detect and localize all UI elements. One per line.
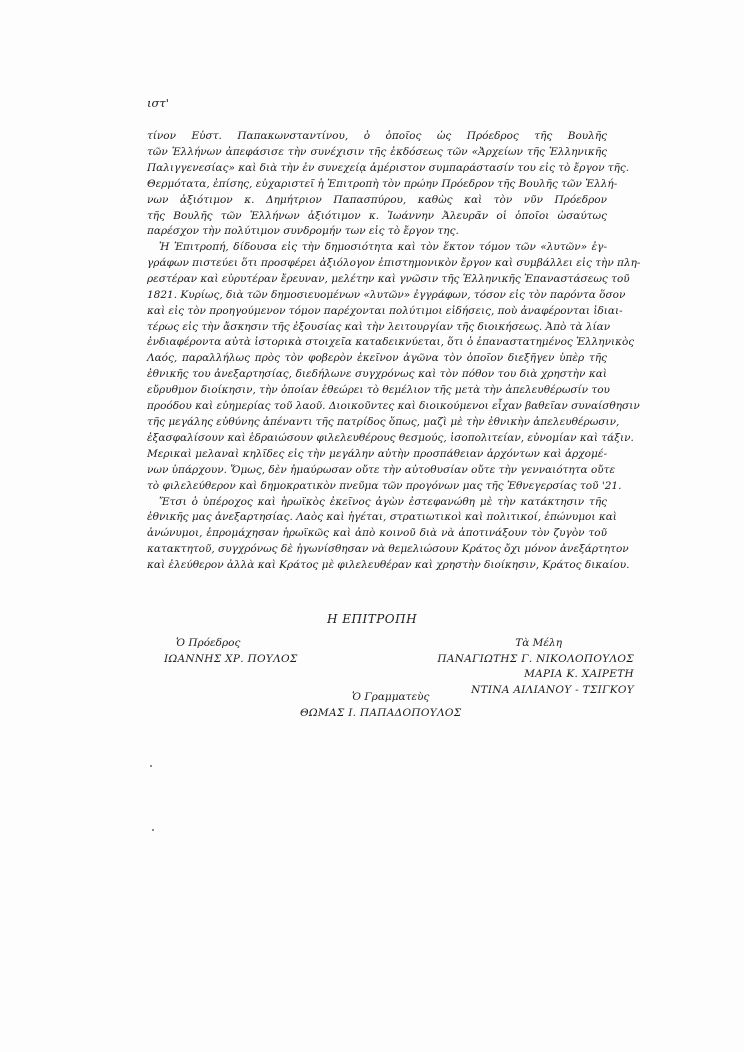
text-line: τῆς μεγάλης εὐθύνης ἀπέναντι τῆς πατρίδος ὅπως, μαζὶ μὲ τὴν ἐθνικὴν ἀπελευθέρωσιν, bbox=[147, 415, 620, 428]
scan-speck bbox=[150, 765, 152, 767]
text-line: Ἡ Ἐπιτροπή, δίδουσα εἰς τὴν δημοσιότητα καὶ τὸν ἕκτον τόμον τῶν «λυτῶν» ἐγ- bbox=[159, 241, 607, 253]
member-name: ΠΑΝΑΓΙΩΤΗΣ Γ. ΝΙΚΟΛΟΠΟΥΛΟΣ bbox=[437, 652, 634, 665]
paragraph-main bbox=[147, 240, 641, 574]
text-line: τέρως εἰς τὴν ἄσκησιν τῆς ἐξουσίας καὶ τὴν λειτουργίαν τῆς διοικήσεως. Ἀπὸ τὰ λίαν bbox=[147, 320, 611, 333]
text-line: τῶν Ἑλλήνων ἀπεφάσισε τὴν συνέχισιν τῆς ἐκδόσεως τῶν «Ἀρχείων τῆς Ἑλληνικῆς bbox=[147, 145, 607, 158]
text-line: Ἔτσι ὁ ὑπέροχος καὶ ἡρωϊκὸς ἐκεῖνος ἀγὼν ἐστεφανώθη μὲ τὴν κατάκτησιν τῆς bbox=[159, 495, 607, 508]
text-line: εὔρυθμον διοίκησιν, τὴν ὁποίαν ἐθεώρει τὸ θεμέλιον τῆς μετὰ τὴν ἀπελευθέρωσίν του bbox=[147, 384, 610, 397]
signature-members bbox=[420, 636, 634, 698]
members-role: Τὰ Μέλη bbox=[515, 637, 562, 649]
text-line: καὶ ἐλεύθερον ἀλλὰ καὶ Κράτος μὲ φιλελευθέραν καὶ χρηστὴν διοίκησιν, Κράτος δικαίου. bbox=[147, 559, 630, 572]
page-number: ιστ' bbox=[147, 96, 169, 110]
president-name: ΙΩΑΝΝΗΣ ΧΡ. ΠΟΥΛΟΣ bbox=[164, 652, 298, 665]
text-line: Θερμότατα, ἐπίσης, εὐχαριστεῖ ἡ Ἐπιτροπὴ τὸν πρώην Πρόεδρον τῆς Βουλῆς τῶν Ἑλλή- bbox=[147, 177, 618, 190]
text-line: ἐθνικῆς μας ἀνεξαρτησίας. Λαὸς καὶ ἡγέται, στρατιωτικοὶ καὶ πολιτικοί, ἐπώνυμοι καὶ bbox=[147, 511, 617, 524]
text-line: ἐθνικῆς του ἀνεξαρτησίας, διεδήλωνε συγχρόνως καὶ τὸν πόθον του διὰ χρηστὴν καὶ bbox=[147, 368, 607, 381]
text-line: τὸ φιλελεύθερον καὶ δημοκρατικὸν πνεῦμα τῶν προγόνων μας τῆς Ἐθνεγερσίας τοῦ '21. bbox=[147, 479, 622, 492]
text-line: κατακτητοῦ, συγχρόνως δὲ ἠγωνίσθησαν νὰ θεμελιώσουν Κράτος ὄχι μόνον ἀνεξάρτητον bbox=[147, 543, 629, 556]
text-line: τίνον Εὐστ. Παπακωνσταντίνου, ὁ ὁποῖος ὡς Πρόεδρος τῆς Βουλῆς bbox=[147, 130, 607, 142]
president-role: Ὁ Πρόεδρος bbox=[176, 637, 241, 649]
text-line: 1821. Κυρίως, διὰ τῶν δημοσιευομένων «λυτῶν» ἐγγράφων, τόσον εἰς τὸν παρόντα ὅσον bbox=[147, 288, 626, 301]
text-line: Παλιγγενεσίας» καὶ διὰ τὴν ἐν συνεχείᾳ ἀμέριστον συμπαράστασίν του εἰς τὸ ἔργον τῆς. bbox=[147, 161, 630, 174]
text-line: προόδου καὶ εὐημερίας τοῦ λαοῦ. Διοικοῦντες καὶ διοικούμενοι εἶχαν βαθεῖαν συναίσθησιν bbox=[147, 400, 640, 413]
text-line: Μερικαὶ μελαναὶ κηλῖδες εἰς τὴν μεγάλην αὐτὴν προσπάθειαν ἀρχόντων καὶ ἀρχομέ- bbox=[147, 447, 607, 460]
paragraph-acknowledgements bbox=[147, 129, 630, 240]
text-line: ἐξασφαλίσουν καὶ ἑδραιώσουν φιλελευθέρους θεσμούς, ἰσοπολιτείαν, εὐνομίαν καὶ τάξιν. bbox=[147, 431, 634, 444]
text-line: Λαός, παραλλήλως πρὸς τὸν φοβερὸν ἐκεῖνον ἀγῶνα τὸν ὁποῖον διεξῆγεν ὑπὲρ τῆς bbox=[147, 352, 607, 365]
text-line: νων ὑπάρχουν. Ὅμως, δὲν ἠμαύρωσαν οὔτε τὴν αὐτοθυσίαν οὔτε τὴν γενναιότητα οὔτε bbox=[147, 463, 616, 476]
signature-president bbox=[164, 636, 298, 667]
text-line: ἀνώνυμοι, ἐπρομάχησαν ἡρωϊκῶς καὶ ἀπὸ κοινοῦ διὰ νὰ ἀποτινάξουν τὸν ζυγὸν τοῦ bbox=[147, 527, 607, 540]
text-line: ἐνδιαφέροντα αὐτὰ ἱστορικὰ στοιχεῖα καταδεικνύεται, ὅτι ὁ ἐπαναστατημένος Ἑλληνικὸς bbox=[147, 336, 635, 349]
secretary-role: Ὁ Γραμματεὺς bbox=[352, 691, 430, 703]
text-line: νων ἀξιότιμον κ. Δημήτριον Παπασπύρου, καθὼς καὶ τὸν νῦν Πρόεδρον bbox=[147, 193, 607, 206]
member-name: ΜΑΡΙΑ Κ. ΧΑΙΡΕΤΗ bbox=[524, 668, 634, 680]
member-name: ΝΤΙΝΑ ΑΙΛΙΑΝΟΥ - ΤΣΙΓΚΟΥ bbox=[471, 683, 634, 696]
text-line: γράφων πιστεύει ὅτι προσφέρει ἀξιόλογον ἐπιστημονικὸν ἔργον καὶ συμβάλλει εἰς τὴν πλη- bbox=[147, 256, 641, 269]
text-line: τῆς Βουλῆς τῶν Ἑλλήνων ἀξιότιμον κ. Ἰωάννην Ἀλευρᾶν οἱ ὁποῖοι ὡσαύτως bbox=[147, 209, 607, 222]
committee-heading: Η ΕΠΙΤΡΟΠΗ bbox=[326, 612, 418, 626]
signature-secretary bbox=[300, 690, 462, 721]
text-line: παρέσχον τὴν πολύτιμον συνδρομήν των εἰς τὸ ἔργον της. bbox=[147, 225, 459, 238]
text-line: ρεστέραν καὶ εὐρυτέραν ἔρευναν, μελέτην καὶ γνῶσιν τῆς Ἑλληνικῆς Ἐπαναστάσεως τοῦ bbox=[147, 272, 630, 285]
scan-speck bbox=[152, 829, 154, 831]
text-line: καὶ εἰς τὸν προηγούμενον τόμον παρέχονται πολύτιμοι εἰδήσεις, ποὺ ἀναφέρονται ἰδιαι- bbox=[147, 304, 623, 317]
secretary-name: ΘΩΜΑΣ Ι. ΠΑΠΑΔΟΠΟΥΛΟΣ bbox=[300, 706, 462, 719]
